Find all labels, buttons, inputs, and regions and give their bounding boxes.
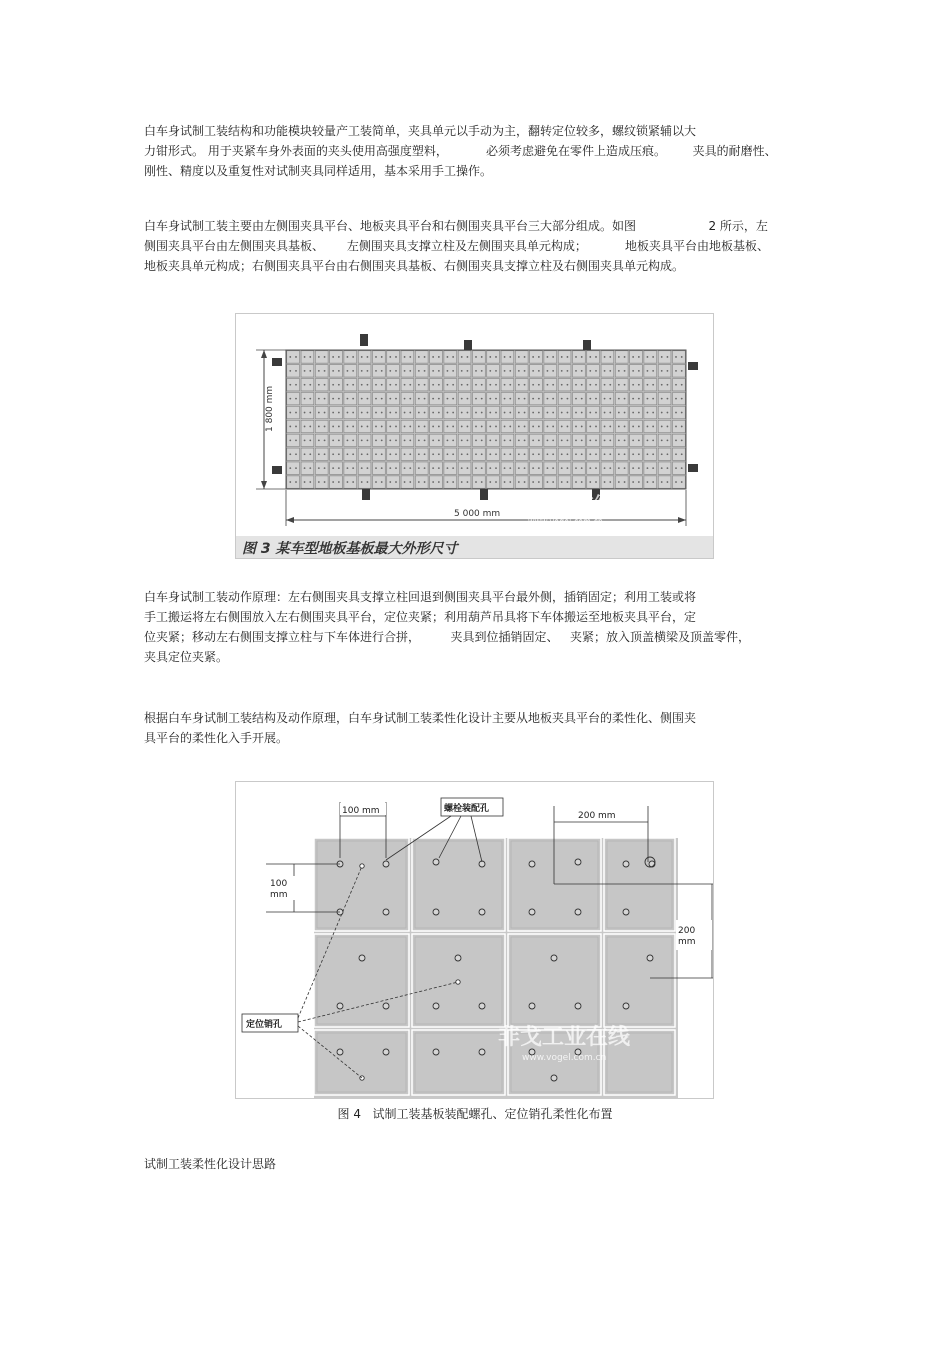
watermark-url: www.vogel.com.cn [528,517,603,526]
paragraph-4 [144,708,696,748]
label-mm-right: mm [678,937,696,947]
text-line: 侧围夹具平台由左侧围夹具基板、 左侧围夹具支撑立柱及左侧围夹具单元构成； 地板夹具平台由地板基板、 [144,239,770,253]
text-line: 地板夹具单元构成；右侧围夹具平台由右侧围夹具基板、右侧围夹具支撑立柱及右侧围夹具单元构成。 [144,259,685,273]
text-line: 具平台的柔性化入手开展。 [144,731,289,745]
label-200-right: 200 [678,926,696,936]
clamp-block [464,340,472,350]
watermark: 非戈工业在线 [498,1025,631,1050]
figure-4-drawing [236,782,713,1098]
text-line: 白车身试制工装动作原理：左右侧围夹具支撑立柱回退到侧围夹具平台最外侧，插销固定；利用工装或将 [144,590,697,604]
dim-width-label: 5 000 mm [454,509,501,519]
text-line: 刚性、精度以及重复性对试制夹具同样适用，基本采用手工操作。 [144,164,493,178]
clamp-block [583,340,591,350]
text-line: 位夹紧；移动左右侧围支撑立柱与下车体进行合拼， 夹具到位插销固定、 夹紧；放入顶盖横梁及顶盖零件， [144,630,750,644]
figure-3-floor-plate [235,313,714,559]
text-line: 手工搬运将左右侧围放入左右侧围夹具平台，定位夹紧；利用葫芦吊具将下车体搬运至地板夹具平台，定 [144,610,697,624]
figure-4-caption: 图 4 试制工装基板装配螺孔、定位销孔柔性化布置 [337,1107,613,1121]
label-bolt-holes: 螺栓装配孔 [444,804,490,814]
clamp-block [272,466,282,474]
watermark: 非戈工业在线 [504,494,612,515]
figure-3-caption: 图 3 某车型地板基板最大外形尺寸 [242,541,458,557]
clamp-block [360,334,368,346]
section-heading: 试制工装柔性化设计思路 [144,1157,277,1171]
text-line: 力钳形式。 用于夹紧车身外表面的夹头使用高强度塑料， 必须考虑避免在零件上造成压痕。 夹具的耐磨性、 [144,144,777,158]
paragraph-3 [144,587,750,667]
figure-4-hole-layout [235,781,714,1099]
label-100mm-top: 100 mm [342,806,380,816]
watermark-url: www.vogel.com.cn [522,1053,607,1063]
label-mm-left: mm [270,890,288,900]
label-100-left: 100 [270,879,288,889]
text-line: 夹具定位夹紧。 [144,650,229,664]
figure-3-drawing [236,314,713,558]
clamp-block [480,489,488,500]
paragraph-2 [144,216,769,276]
clamp-block [362,489,370,500]
paragraph-1 [144,121,777,181]
text-line: 白车身试制工装主要由左侧围夹具平台、地板夹具平台和右侧围夹具平台三大部分组成。如图 2 所示，左 [144,219,768,233]
clamp-block [688,362,698,370]
dim-height-label: 1 800 mm [265,385,275,432]
plate-grid [314,838,675,1095]
label-200mm-top: 200 mm [578,811,616,821]
label-locating-pins: 定位销孔 [246,1020,283,1030]
text-line: 白车身试制工装结构和功能模块较量产工装简单，夹具单元以手动为主，翻转定位较多，螺纹锁紧辅以大 [144,124,697,138]
clamp-block [272,358,282,366]
text-line: 根据白车身试制工装结构及动作原理，白车身试制工装柔性化设计主要从地板夹具平台的柔性化、侧围夹 [144,711,697,725]
clamp-block [688,464,698,472]
